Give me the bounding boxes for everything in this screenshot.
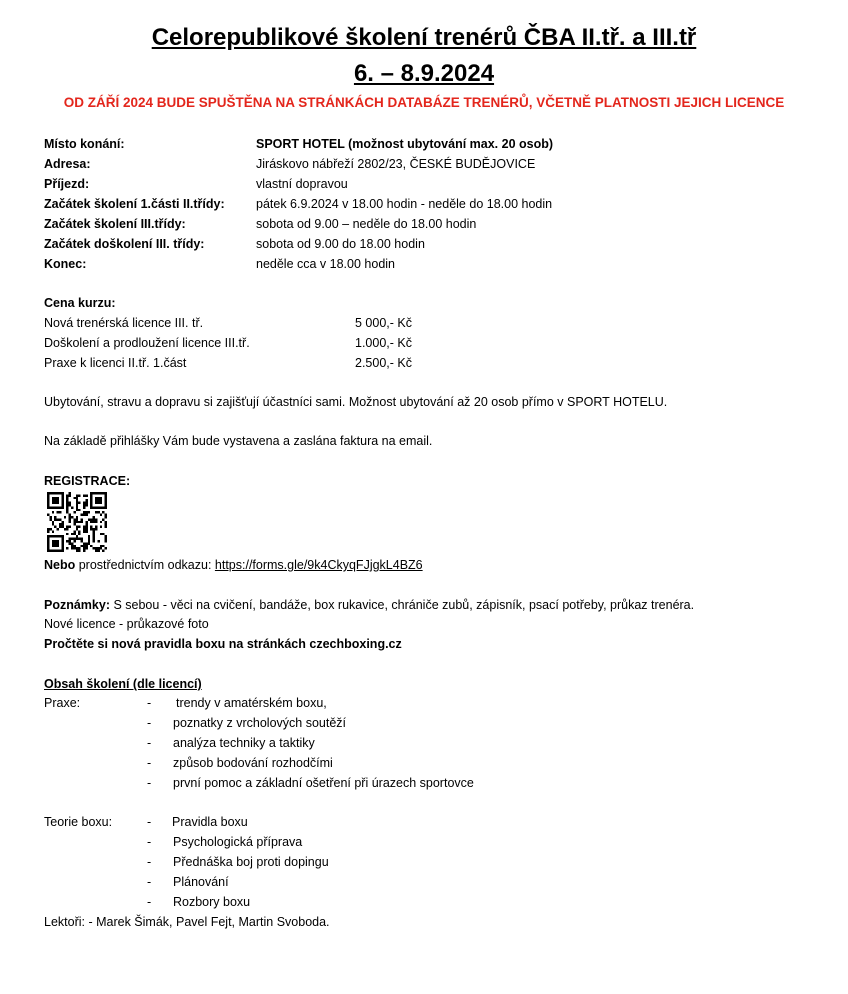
detail-label-refresher: Začátek doškolení III. třídy: xyxy=(44,237,205,251)
detail-label-venue: Místo konání: xyxy=(44,137,125,151)
price-row-name: Nová trenérská licence III. tř. xyxy=(44,316,204,330)
teorie-label: Teorie boxu: xyxy=(44,815,113,829)
price-row-value: 2.500,- Kč xyxy=(355,356,412,370)
notes-rules: Pročtěte si nová pravidla boxu na stránkách czechboxing.cz xyxy=(44,637,402,651)
list-dash: - xyxy=(147,855,152,869)
list-dash: - xyxy=(147,696,152,710)
praxe-label: Praxe: xyxy=(44,696,81,710)
qr-code-icon[interactable] xyxy=(47,492,107,552)
list-dash: - xyxy=(147,875,152,889)
detail-value-refresher: sobota od 9.00 do 18.00 hodin xyxy=(256,237,425,251)
list-dash: - xyxy=(147,716,152,730)
detail-value-start-iii: sobota od 9.00 – neděle do 18.00 hodin xyxy=(256,217,477,231)
list-item: Rozbory boxu xyxy=(173,895,251,909)
notes-photo: Nové licence - průkazové foto xyxy=(44,617,209,631)
invoice-note: Na základě přihlášky Vám bude vystavena a zaslána faktura na email. xyxy=(44,434,433,448)
price-row-value: 1.000,- Kč xyxy=(355,336,412,350)
document-title: Celorepublikové školení trenérů ČBA II.tř. a III.tř xyxy=(151,24,697,51)
list-dash: - xyxy=(147,736,152,750)
detail-label-start-ii: Začátek školení 1.části II.třídy: xyxy=(44,197,225,211)
list-dash: - xyxy=(147,756,152,770)
lecturers: Lektoři: - Marek Šimák, Pavel Fejt, Martin Svoboda. xyxy=(44,915,330,929)
list-item: Pravidla boxu xyxy=(172,815,248,829)
pricing-heading: Cena kurzu: xyxy=(44,296,116,310)
list-dash: - xyxy=(147,895,152,909)
notes-text: S sebou - věci na cvičení, bandáže, box rukavice, chrániče zubů, zápisník, psací potřeby, průkaz trenéra. xyxy=(110,598,695,612)
detail-label-start-iii: Začátek školení III.třídy: xyxy=(44,217,186,231)
notes-line xyxy=(44,597,694,613)
accommodation-note: Ubytování, stravu a dopravu si zajišťují účastníci sami. Možnost ubytování až 20 osob přímo v SPORT HOTELU. xyxy=(44,395,668,409)
detail-value-arrival: vlastní dopravou xyxy=(256,177,348,191)
detail-value-address: Jiráskovo nábřeží 2802/23, ČESKÉ BUDĚJOVICE xyxy=(256,157,536,171)
notice-banner: OD ZÁŘÍ 2024 BUDE SPUŠTĚNA NA STRÁNKÁCH DATABÁZE TRENÉRŮ, VČETNĚ PLATNOSTI JEJICH LICENCE xyxy=(63,95,785,110)
list-dash: - xyxy=(147,835,152,849)
list-item: způsob bodování rozhodčími xyxy=(173,756,333,770)
list-item: Plánování xyxy=(173,875,229,889)
or-text: prostřednictvím odkazu: xyxy=(75,558,215,572)
registration-link-line xyxy=(44,557,423,573)
list-dash: - xyxy=(147,815,152,829)
list-item: analýza techniky a taktiky xyxy=(173,736,315,750)
list-item: první pomoc a základní ošetření při úrazech sportovce xyxy=(173,776,474,790)
detail-label-end: Konec: xyxy=(44,257,87,271)
price-row-name: Praxe k licenci II.tř. 1.část xyxy=(44,356,187,370)
content-heading: Obsah školení (dle licencí) xyxy=(44,677,202,691)
detail-value-start-ii: pátek 6.9.2024 v 18.00 hodin - neděle do 18.00 hodin xyxy=(256,197,553,211)
price-row-value: 5 000,- Kč xyxy=(355,316,412,330)
list-item: trendy v amatérském boxu, xyxy=(176,696,327,710)
notes-label: Poznámky: xyxy=(44,598,110,612)
registration-form-link[interactable]: https://forms.gle/9k4CkyqFJjgkL4BZ6 xyxy=(214,558,423,572)
or-label: Nebo xyxy=(44,558,76,572)
detail-value-venue: SPORT HOTEL (možnost ubytování max. 20 osob) xyxy=(256,137,554,151)
document-dates: 6. – 8.9.2024 xyxy=(353,60,495,87)
list-item: Psychologická příprava xyxy=(173,835,303,849)
list-dash: - xyxy=(147,776,152,790)
price-row-name: Doškolení a prodloužení licence III.tř. xyxy=(44,336,250,350)
registration-heading: REGISTRACE: xyxy=(44,474,131,488)
detail-label-address: Adresa: xyxy=(44,157,91,171)
detail-value-end: neděle cca v 18.00 hodin xyxy=(256,257,395,271)
detail-label-arrival: Příjezd: xyxy=(44,177,90,191)
list-item: poznatky z vrcholových soutěží xyxy=(173,716,346,730)
list-item: Přednáška boj proti dopingu xyxy=(173,855,329,869)
